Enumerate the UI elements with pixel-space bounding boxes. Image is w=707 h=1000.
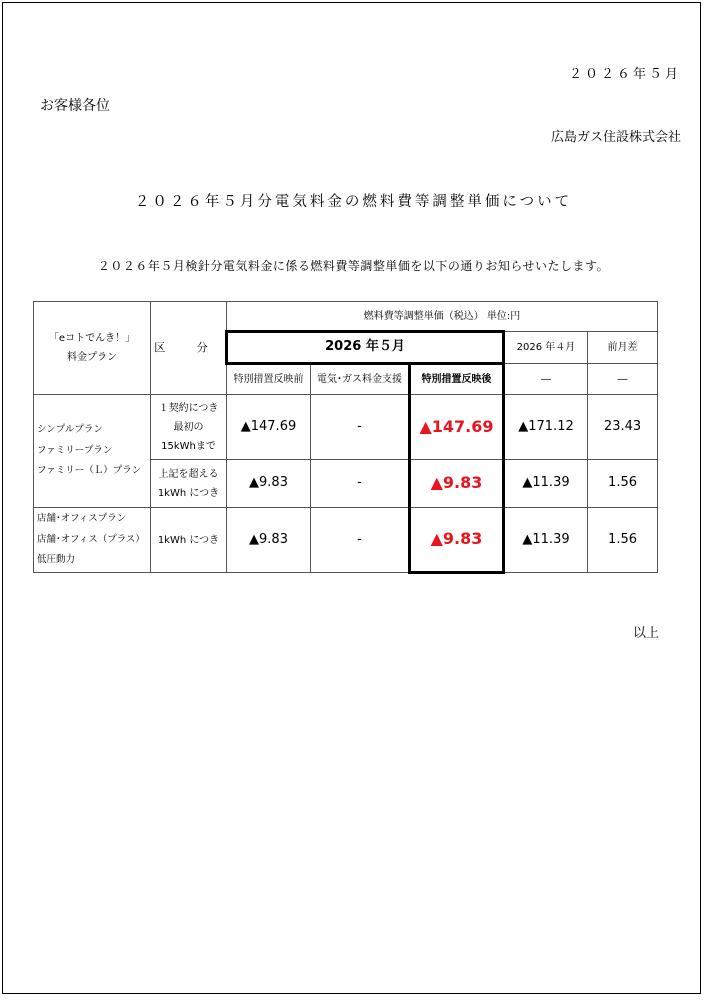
plan-header-line1: 「eコトでんき！」 [48, 333, 136, 344]
value-previous-month: ▲11.39 [504, 508, 588, 573]
plan-header-line2: 料金プラン [67, 352, 117, 363]
category-line: 上記を超える [158, 468, 219, 480]
value-support: - [311, 508, 410, 573]
plan-name: 店舗･オフィス（プラス） [37, 533, 145, 545]
value-before: ▲9.83 [227, 508, 311, 573]
category-header: 区 分 [151, 302, 227, 395]
category-first-15kwh [151, 395, 227, 460]
plan-name: シンプルプラン [37, 423, 103, 435]
fuel-adjustment-header: 燃料費等調整単価（税込） 単位:円 [227, 302, 658, 332]
rate-table [33, 301, 658, 574]
category-per-kwh [151, 508, 227, 573]
plan-header [34, 302, 151, 395]
issue-date: ２０２６年５月 [568, 67, 681, 82]
value-after: ▲147.69 [410, 395, 504, 460]
month-diff-header: 前月差 [588, 332, 658, 364]
company-name: 広島ガス住設株式会社 [550, 130, 681, 145]
plan-list-business [34, 508, 151, 573]
plan-name: ファミリー（Ｌ）プラン [37, 465, 142, 477]
value-previous-month: ▲171.12 [504, 395, 588, 460]
value-support: - [311, 460, 410, 508]
month-diff-dash: ― [588, 364, 658, 395]
previous-month-dash: ― [504, 364, 588, 395]
category-line: 1kWh につき [157, 534, 220, 546]
addressee: お客様各位 [40, 98, 110, 114]
after-special-measure-header: 特別措置反映後 [410, 364, 504, 395]
before-special-measure-header: 特別措置反映前 [227, 364, 311, 395]
value-before: ▲147.69 [227, 395, 311, 460]
value-previous-month: ▲11.39 [504, 460, 588, 508]
value-after: ▲9.83 [410, 508, 504, 573]
plan-list-residential [34, 395, 151, 508]
plan-name: ファミリープラン [37, 444, 113, 456]
value-month-diff: 1.56 [588, 460, 658, 508]
closing-remark: 以上 [632, 626, 659, 641]
value-month-diff: 1.56 [588, 508, 658, 573]
value-support: - [311, 395, 410, 460]
value-before: ▲9.83 [227, 460, 311, 508]
category-line: 15kWhまで [161, 440, 216, 452]
plan-name: 店舗･オフィスプラン [37, 512, 127, 524]
category-line: 1kWh につき [157, 487, 220, 499]
previous-month-header: 2026 年４月 [504, 332, 588, 364]
category-over-15kwh [151, 460, 227, 508]
current-month-header: 2026 年５月 [227, 332, 504, 364]
support-header: 電気･ガス料金支援 [311, 364, 410, 395]
document-title: ２０２６年５月分電気料金の燃料費等調整単価について [134, 194, 573, 210]
category-line: １契約につき [158, 402, 219, 414]
category-line: 最初の [173, 421, 204, 433]
value-month-diff: 23.43 [588, 395, 658, 460]
intro-text: ２０２６年５月検針分電気料金に係る燃料費等調整単価を以下の通りお知らせいたします。 [97, 259, 610, 273]
value-after: ▲9.83 [410, 460, 504, 508]
plan-name: 低圧動力 [37, 554, 76, 566]
